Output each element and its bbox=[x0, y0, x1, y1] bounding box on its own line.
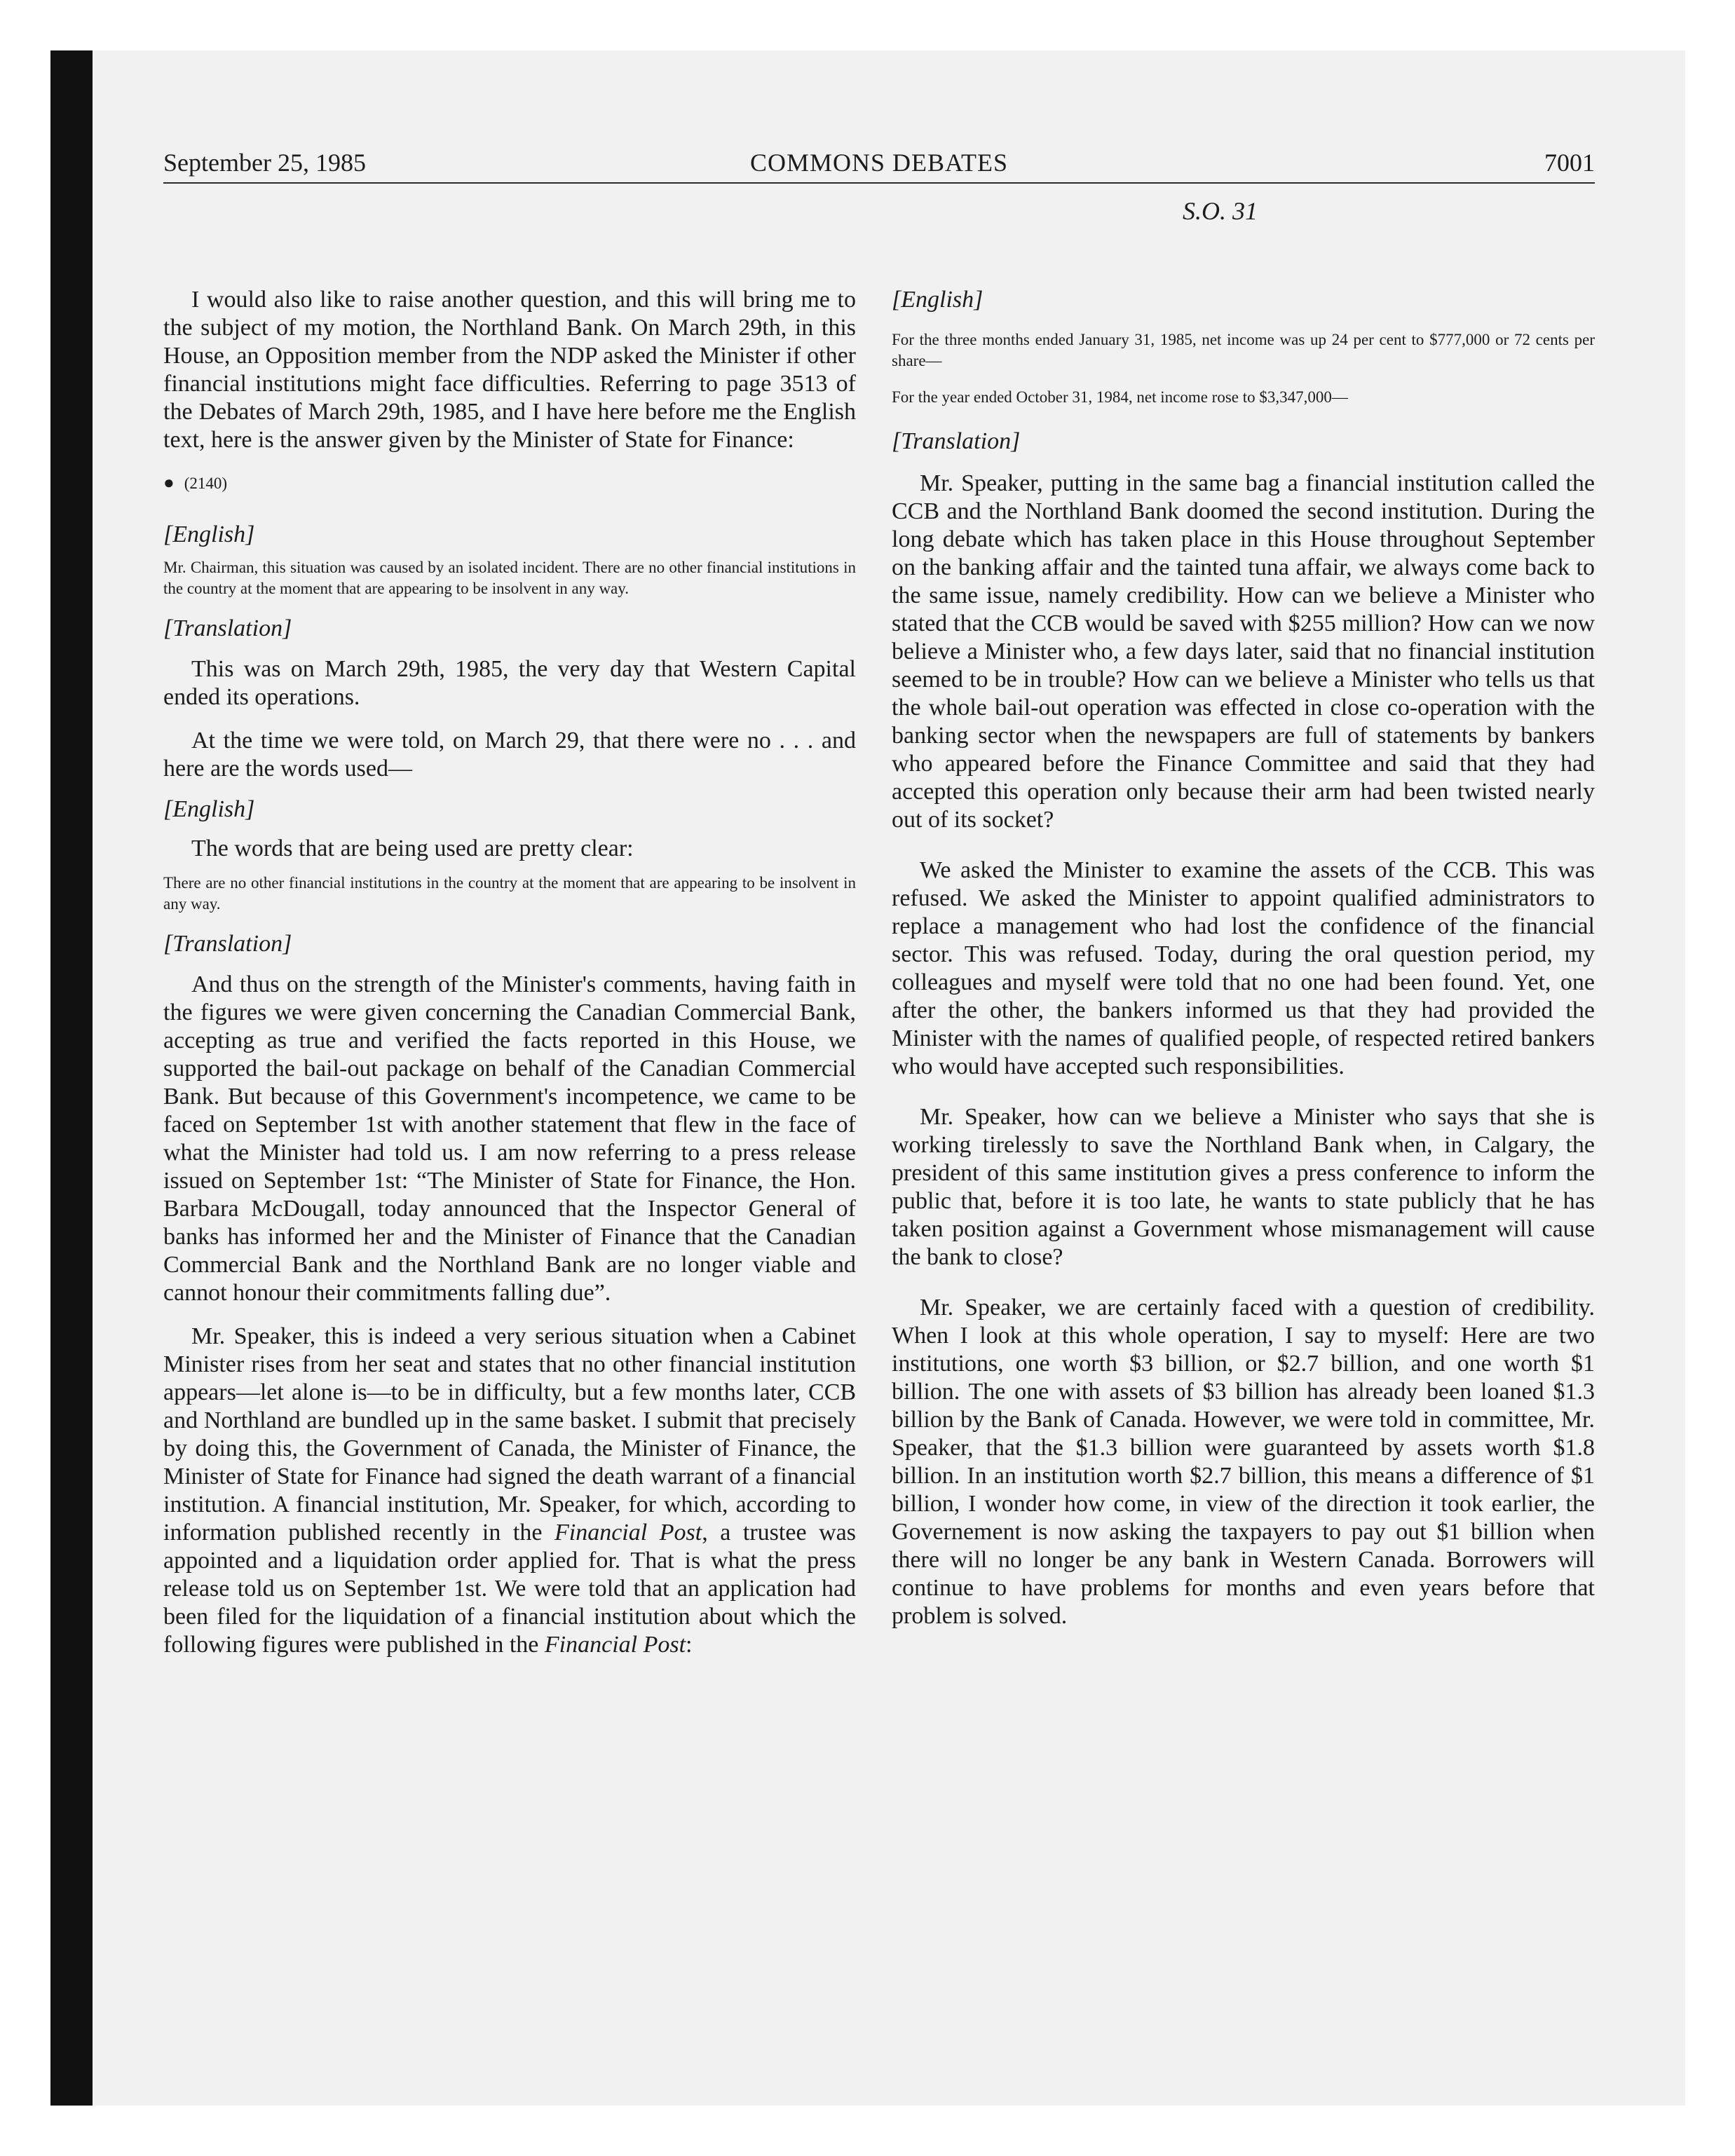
paragraph: And thus on the strength of the Minister's comments, having faith in the figures we were given concerning the Canadian Commercial Bank, accepting as true and verified the facts reported in this House, we supported the bail-out package on behalf of the Canadian Commercial Bank. But because of this Government's incompetence, we came to be faced on September 1st with another statement that flew in the face of what the Minister had told us. I am now referring to a press release issued on September 1st: “The Minister of State for Finance, the Hon. Barbara McDougall, today announced that the Inspector General of banks has informed her and the Minister of Finance that the Canadian Commercial Bank and the Northland Bank are no longer viable and cannot honour their commitments falling due”. bbox=[163, 971, 856, 1306]
paragraph: At the time we were told, on March 29, that there were no . . . and here are the words used— bbox=[163, 728, 856, 782]
scanned-page bbox=[50, 50, 1685, 2106]
time-marker-text: (2140) bbox=[184, 475, 228, 492]
bullet-icon: ● bbox=[163, 472, 175, 493]
publication-title: Financial Post bbox=[544, 1632, 686, 1658]
time-marker bbox=[163, 472, 856, 494]
language-label: [English] bbox=[163, 796, 255, 822]
paragraph: Mr. Speaker, we are certainly faced with a question of credibility. When I look at this whole operation, I say to myself: Here are two institutions, one worth $3 billion, or $2.7 billion, and one worth $1 billion. The one with assets of $3 billion has already been loaned $1.3 billion by the Bank of Canada. However, we were told in committee, Mr. Speaker, that the $1.3 billion were guaranteed by assets worth $1.8 billion. In an institution worth $2.7 billion, this means a difference of $1 billion, I wonder how come, in view of the direction it took earlier, the Governement is now asking the taxpayers to pay out $1 billion when there will no longer be any bank in Western Canada. Borrowers will continue to have problems for months and even years before that problem is solved. bbox=[892, 1295, 1595, 1629]
header-title: COMMONS DEBATES bbox=[749, 149, 1009, 177]
paragraph: We asked the Minister to examine the assets of the CCB. This was refused. We asked the Minister to appoint qualified administrators to replace a management who had lost the confidence of the financial sector. This was refused. Today, during the oral question period, my colleagues and myself were told that no one had been found. Yet, one after the other, the bankers informed us that they had provided the Minister with the names of qualified people, of respected retired bankers who would have accepted such responsibilities. bbox=[892, 857, 1595, 1079]
header-page-number: 7001 bbox=[1544, 149, 1595, 177]
language-label: [Translation] bbox=[163, 615, 292, 641]
publication-title: Financial Post bbox=[554, 1520, 702, 1546]
running-head bbox=[163, 143, 1595, 184]
language-label: [Translation] bbox=[892, 428, 1021, 454]
paragraph-text: Mr. Speaker, this is indeed a very serious situation when a Cabinet Minister rises from her seat and states that no other financial institution appears—let alone is—to be in difficulty, but a few months later, CCB and Northland are bundled up in the same basket. I submit that precisely by doing this, the Government of Canada, the Minister of Finance, the Minister of State for Finance had signed the death warrant of a financial institution. A financial institution, Mr. Speaker, for which, according to information published recently in the bbox=[163, 1323, 856, 1546]
standing-order-label: S.O. 31 bbox=[1183, 197, 1258, 225]
block-quote: For the three months ended January 31, 1985, net income was up 24 per cent to $777,000 or 72 cents per share— bbox=[892, 331, 1595, 369]
right-column bbox=[892, 219, 1595, 1630]
block-quote: Mr. Chairman, this situation was caused by an isolated incident. There are no other financial institutions in the country at the moment that are appearing to be insolvent in any way. bbox=[163, 559, 856, 597]
language-label: [Translation] bbox=[163, 931, 292, 957]
paragraph: This was on March 29th, 1985, the very day that Western Capital ended its operations. bbox=[163, 656, 856, 710]
paragraph bbox=[163, 1323, 856, 1659]
paragraph: I would also like to raise another question, and this will bring me to the subject of my motion, the Northland Bank. On March 29th, in this House, an Opposition member from the NDP asked the Minister if other financial institutions might face difficulties. Referring to page 3513 of the Debates of March 29th, 1985, and I have here before me the English text, here is the answer given by the Minister of State for Finance: bbox=[163, 287, 856, 453]
left-column bbox=[163, 219, 856, 1659]
paragraph-text: , a trustee was appointed and a liquidation order applied for. That is what the press release told us on September 1st. We were told that an application had been filed for the liquidation of a financial institution about which the following figures were published in the bbox=[163, 1520, 856, 1658]
block-quote: For the year ended October 31, 1984, net income rose to $3,347,000— bbox=[892, 388, 1348, 406]
block-quote: There are no other financial institutions in the country at the moment that are appearing to be insolvent in any way. bbox=[163, 874, 856, 913]
language-label: [English] bbox=[163, 521, 255, 547]
paragraph: Mr. Speaker, how can we believe a Minister who says that she is working tirelessly to save the Northland Bank when, in Calgary, the president of this same institution gives a press conference to inform the public that, before it is too late, he wants to state publicly that he has taken position against a Government whose mismanagement will cause the bank to close? bbox=[892, 1104, 1595, 1270]
binding-edge bbox=[50, 50, 93, 2106]
language-label: [English] bbox=[892, 287, 984, 313]
paragraph: The words that are being used are pretty clear: bbox=[191, 835, 634, 861]
paragraph-text: : bbox=[686, 1632, 693, 1658]
header-date: September 25, 1985 bbox=[163, 149, 366, 177]
paragraph: Mr. Speaker, putting in the same bag a financial institution called the CCB and the Northland Bank doomed the second institution. During the long debate which has taken place in this House throughout September on the banking affair and the tainted tuna affair, we always come back to the same issue, namely credibility. How can we believe a Minister who stated that the CCB would be saved with $255 million? How can we now believe a Minister who, a few days later, said that no financial institution seemed to be in trouble? How can we believe a Minister who tells us that the whole bail-out operation was effected in close co-operation with the banking sector when the newspapers are full of statements by bankers who appeared before the Finance Committee and said that they had accepted this operation only because their arm had been twisted nearly out of its socket? bbox=[892, 470, 1595, 833]
